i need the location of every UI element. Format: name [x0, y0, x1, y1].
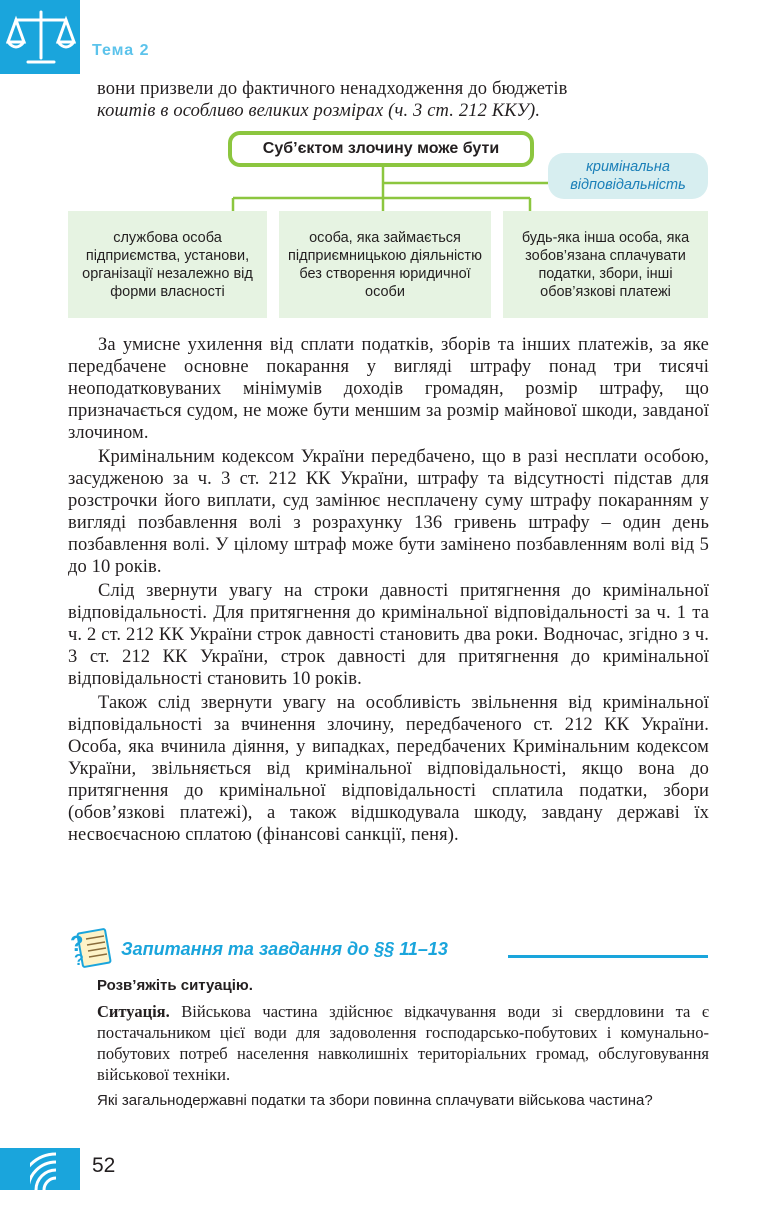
intro-line-2: коштів в особливо великих розмірах (ч. 3 ст. 212 ККУ).: [97, 101, 541, 121]
main-text: [68, 334, 709, 848]
signal-waves-icon: [30, 1148, 80, 1190]
paragraph: Слід звернути увагу на строки давності притягнення до кримінальної відповідальності. Для притягнення до кримінальної відповідальності за ч. 1 та ч. 2 ст. 212 КК України строк давності становить два роки. Водночас, згідно з ч. 3 ст. 212 КК України, строк давності для притягнення до кримінальної відповідальності становить 10 років.: [68, 581, 709, 689]
situation-label: Ситуація.: [97, 1002, 170, 1021]
topic-label: Тема 2: [92, 42, 150, 59]
responsibility-box: кримінальна відповідальність: [548, 153, 708, 199]
footer-bar: [0, 1148, 80, 1190]
subject-box: Суб’єктом злочину може бути: [228, 131, 534, 167]
intro-text: [97, 78, 709, 122]
subject-option-other-person: будь-яка інша особа, яка зобов’язана сплачувати податки, збори, інші обов’язкові платежі: [503, 211, 708, 318]
questions-rule: [508, 955, 708, 958]
task-heading: Розв’яжіть ситуацію.: [97, 977, 253, 994]
paragraph: Також слід звернути увагу на особливість звільнення від кримінальної відповідальності за вчинення злочину, передбаченого ст. 212 КК України. Особа, яка вчинила діяння, у випадках, передбачених Кримінальним кодексом України, звільняється від кримінальної відповідальності, якщо вона до притягнення до кримінальної відповідальності сплатила податки, збори (обов’язкові платежі), а також відшкодувала шкоду, завдану державі їх несвоєчасною сплатою (фінансові санкції, пеня).: [68, 693, 709, 845]
svg-text:?: ?: [74, 952, 84, 969]
subject-option-entrepreneur: особа, яка займається підприємницькою діяльністю без створення юридичної особи: [279, 211, 491, 318]
questions-title: Запитання та завдання до §§ 11–13: [121, 939, 448, 959]
paragraph: За умисне ухилення від сплати податків, зборів та інших платежів, за яке передбачене основне покарання у вигляді штрафу понад три тисячі неоподатковуваних мінімумів доходів громадян, розмір штрафу, що призначається судом, не може бути меншим за розмір майнової шкоди, завданої злочином.: [68, 335, 709, 443]
svg-text:?: ?: [70, 931, 84, 956]
subject-option-official: службова особа підприємства, установи, організації незалежно від форми власності: [68, 211, 267, 318]
situation-text: [97, 1001, 709, 1085]
page-number: 52: [92, 1154, 116, 1177]
scales-icon: [6, 6, 76, 70]
intro-line-1: вони призвели до фактичного ненадходження до бюджетів: [97, 79, 568, 99]
situation-body: Військова частина здійснює відкачування води зі свердловини та є постачальником цієї води для задоволення господарсько-побутових і комунально-побутових потреб населення навколишніх територіальних громад, обслуговування військової техніки.: [97, 1002, 709, 1084]
notepad-question-icon: [68, 927, 114, 969]
header-corner: [0, 0, 80, 74]
question-text: Які загальнодержавні податки та збори повинна сплачувати військова частина?: [97, 1092, 653, 1109]
paragraph: Кримінальним кодексом України передбачено, що в разі несплати особою, засудженою за ч. 3 ст. 212 КК України, штрафу та відсутності підстав для розстрочки його виплати, суд замінює несплачену суму штрафу покаранням у вигляді позбавлення волі з розрахунку 136 гривень штрафу – один день позбавлення волі. У цілому штраф може бути замінено позбавленням волі від 5 до 10 років.: [68, 447, 709, 577]
